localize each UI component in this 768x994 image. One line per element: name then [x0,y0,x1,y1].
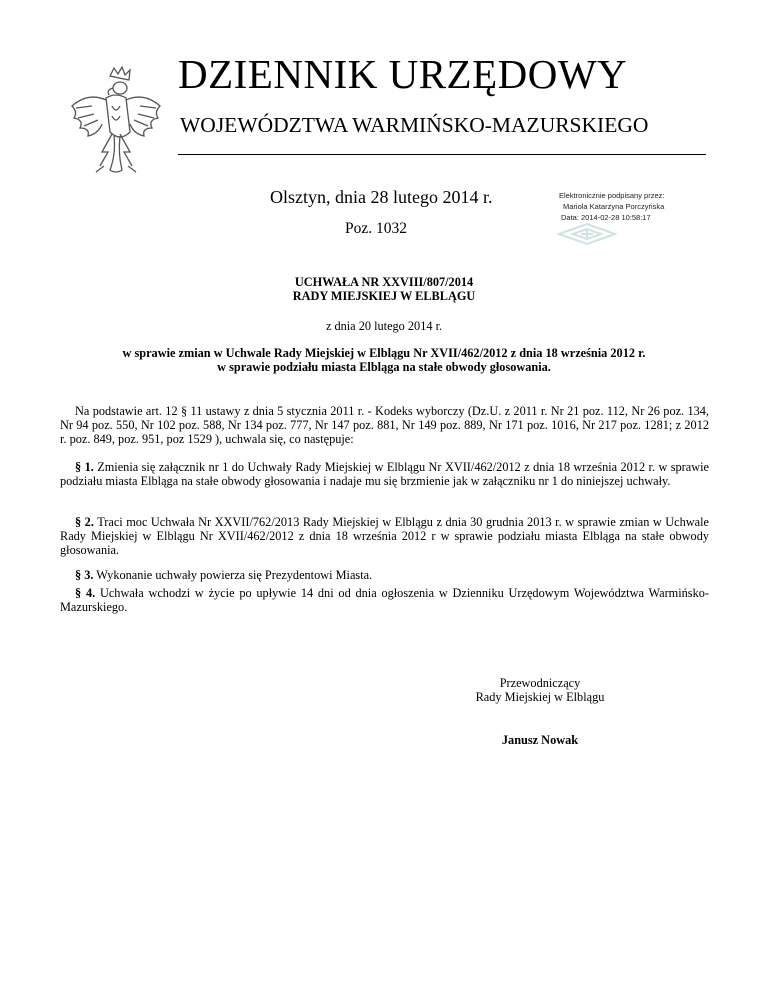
resolution-date: z dnia 20 lutego 2014 r. [325,319,443,333]
header-divider [178,154,706,155]
subject-line-1: w sprawie zmian w Uchwale Rady Miejskiej w Elblągu Nr XVII/462/2012 z dnia 18 września 2012 r. [122,346,646,360]
journal-title: DZIENNIK URZĘDOWY [178,51,628,97]
section-paragraph-1 [60,460,709,488]
section-text-1: Zmienia się załącznik nr 1 do Uchwały Rady Miejskiej w Elblągu Nr XVII/462/2012 z dnia 18 września 2012 r. w sprawie podziału miasta Elbląga na stałe obwody głosowania i nadaje mu się brzmienie jak w załączniku nr 1 do niniejszej uchwały. [60,460,709,488]
section-label-4: § 4. [75,586,96,600]
signature-label: Elektronicznie podpisany przez: [559,191,665,200]
section-label-3: § 3. [75,568,94,582]
section-paragraph-2 [60,515,709,557]
section-text-4: Uchwała wchodzi w życie po upływie 14 dni od dnia ogłoszenia w Dzienniku Urzędowym Województwa Warmińsko-Mazurskiego. [60,586,709,614]
signature-signer: Mariola Katarzyna Porczyńska [563,202,665,211]
section-label-2: § 2. [75,515,94,529]
signature-date: Data: 2014-02-28 10:58:17 [561,213,651,222]
section-paragraph-3 [60,568,709,582]
preamble-paragraph: Na podstawie art. 12 § 11 ustawy z dnia 5 stycznia 2011 r. - Kodeks wyborczy (Dz.U. z 2011 r. Nr 21 poz. 112, Nr 26 poz. 134, Nr 94 poz. 550, Nr 102 poz. 588, Nr 134 poz. 777, Nr 147 poz. 881, Nr 149 poz. 889, Nr 171 poz. 1016, Nr 217 poz. 1281; z 2012 r. poz. 849, poz. 951, poz 1529 ), uchwala się, co następuje: [60,404,709,446]
electronic-signature-box [555,190,735,223]
chair-council: Rady Miejskiej w Elblągu [475,690,605,704]
section-paragraph-4 [60,586,709,614]
resolution-council: RADY MIEJSKIEJ W ELBLĄGU [292,289,476,303]
place-date: Olsztyn, dnia 28 lutego 2014 r. [270,187,493,207]
signer-name: Janusz Nowak [501,733,579,747]
resolution-subject [60,346,708,374]
position-number: Poz. 1032 [345,220,407,237]
signature-seal-icon [557,222,617,246]
resolution-number: UCHWAŁA NR XXVIII/807/2014 [294,275,474,289]
subject-line-2: w sprawie podziału miasta Elbląga na stałe obwody głosowania. [217,360,551,374]
section-label-1: § 1. [75,460,94,474]
polish-eagle-emblem-icon [62,62,170,180]
section-text-3: Wykonanie uchwały powierza się Prezydentowi Miasta. [93,568,373,582]
journal-subtitle: WOJEWÓDZTWA WARMIŃSKO-MAZURSKIEGO [180,113,649,137]
chair-title: Przewodniczący [499,676,581,690]
section-text-2: Traci moc Uchwała Nr XXVII/762/2013 Rady Miejskiej w Elblągu z dnia 30 grudnia 2013 r. w sprawie zmian w Uchwale Rady Miejskiej w Elblągu Nr XVII/462/2012 z dnia 18 września 2012 r w sprawie podziału miasta Elbląga na stałe obwody głosowania. [60,515,709,557]
